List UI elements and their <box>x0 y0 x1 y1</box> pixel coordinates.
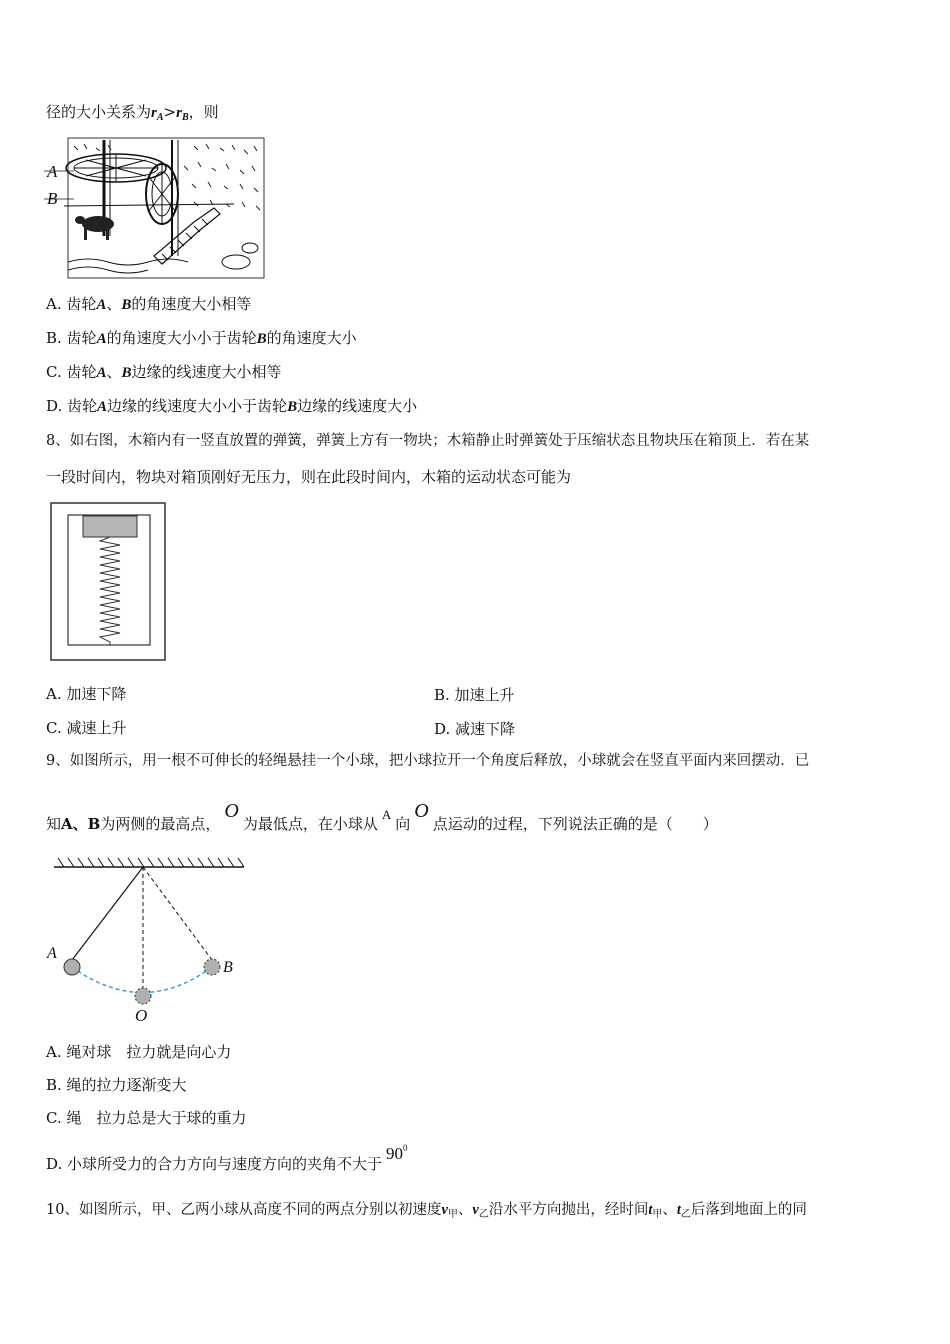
q9-option-c[interactable]: C. 绳 拉力总是大于球的重力 <box>46 1109 247 1127</box>
q9-stem-line2: 知A、B为两侧的最高点，O为最低点，在小球从A向O点运动的过程，下列说法正确的是（ ） <box>46 800 718 833</box>
q9-option-a[interactable]: A. 绳对球 拉力就是向心力 <box>46 1043 232 1061</box>
q7-option-d[interactable]: D. 齿轮A边缘的线速度大小小于齿轮B边缘的线速度大小 <box>46 397 418 415</box>
q8-option-d[interactable]: D. 减速下降 <box>434 720 516 738</box>
fig7-label-b: B <box>47 189 58 208</box>
q9-option-d[interactable]: D. 小球所受力的合力方向与速度方向的夹角不大于$90^0$ <box>46 1143 408 1173</box>
pendulum-label-o: O <box>135 1006 148 1025</box>
pendulum-label-b: B <box>223 959 233 976</box>
q7-option-c[interactable]: C. 齿轮A、B边缘的线速度大小相等 <box>46 363 282 381</box>
q7-option-a[interactable]: A. 齿轮A、B的角速度大小相等 <box>46 295 252 313</box>
q9-stem-line1: 9、如图所示，用一根不可伸长的轻绳悬挂一个小球，把小球拉开一个角度后释放，小球就会在竖直平面内来回摆动．已 <box>46 753 810 769</box>
pendulum-label-a: A <box>47 945 57 962</box>
pendulum-diagram <box>44 852 254 1030</box>
q7-option-b[interactable]: B. 齿轮A的角速度大小小于齿轮B的角速度大小 <box>46 329 357 347</box>
water-wheel-illustration <box>44 136 268 282</box>
q8-option-a[interactable]: A. 加速下降 <box>46 685 127 703</box>
q8-stem-line1: 8、如右图，木箱内有一竖直放置的弹簧，弹簧上方有一物块；木箱静止时弹簧处于压缩状态且物块压在箱顶上．若在某 <box>46 433 810 449</box>
fig7-label-a: A <box>47 162 58 181</box>
q8-stem-line2: 一段时间内，物块对箱顶刚好无压力，则在此段时间内，木箱的运动状态可能为 <box>46 468 572 486</box>
q8-option-c[interactable]: C. 减速上升 <box>46 719 127 737</box>
q10-stem-line1: 10、如图所示，甲、乙两小球从高度不同的两点分别以初速度$v_甲$、$v_乙$沿水平方向抛出，经时间$t_甲$、$t_乙$后落到地面上的同 <box>46 1202 807 1220</box>
q7-stem: 径的大小关系为$r_A>r_B$，则 <box>46 103 219 123</box>
box-spring-diagram <box>50 502 168 662</box>
q9-option-b[interactable]: B. 绳的拉力逐渐变大 <box>46 1076 187 1094</box>
q8-option-b[interactable]: B. 加速上升 <box>434 686 515 704</box>
